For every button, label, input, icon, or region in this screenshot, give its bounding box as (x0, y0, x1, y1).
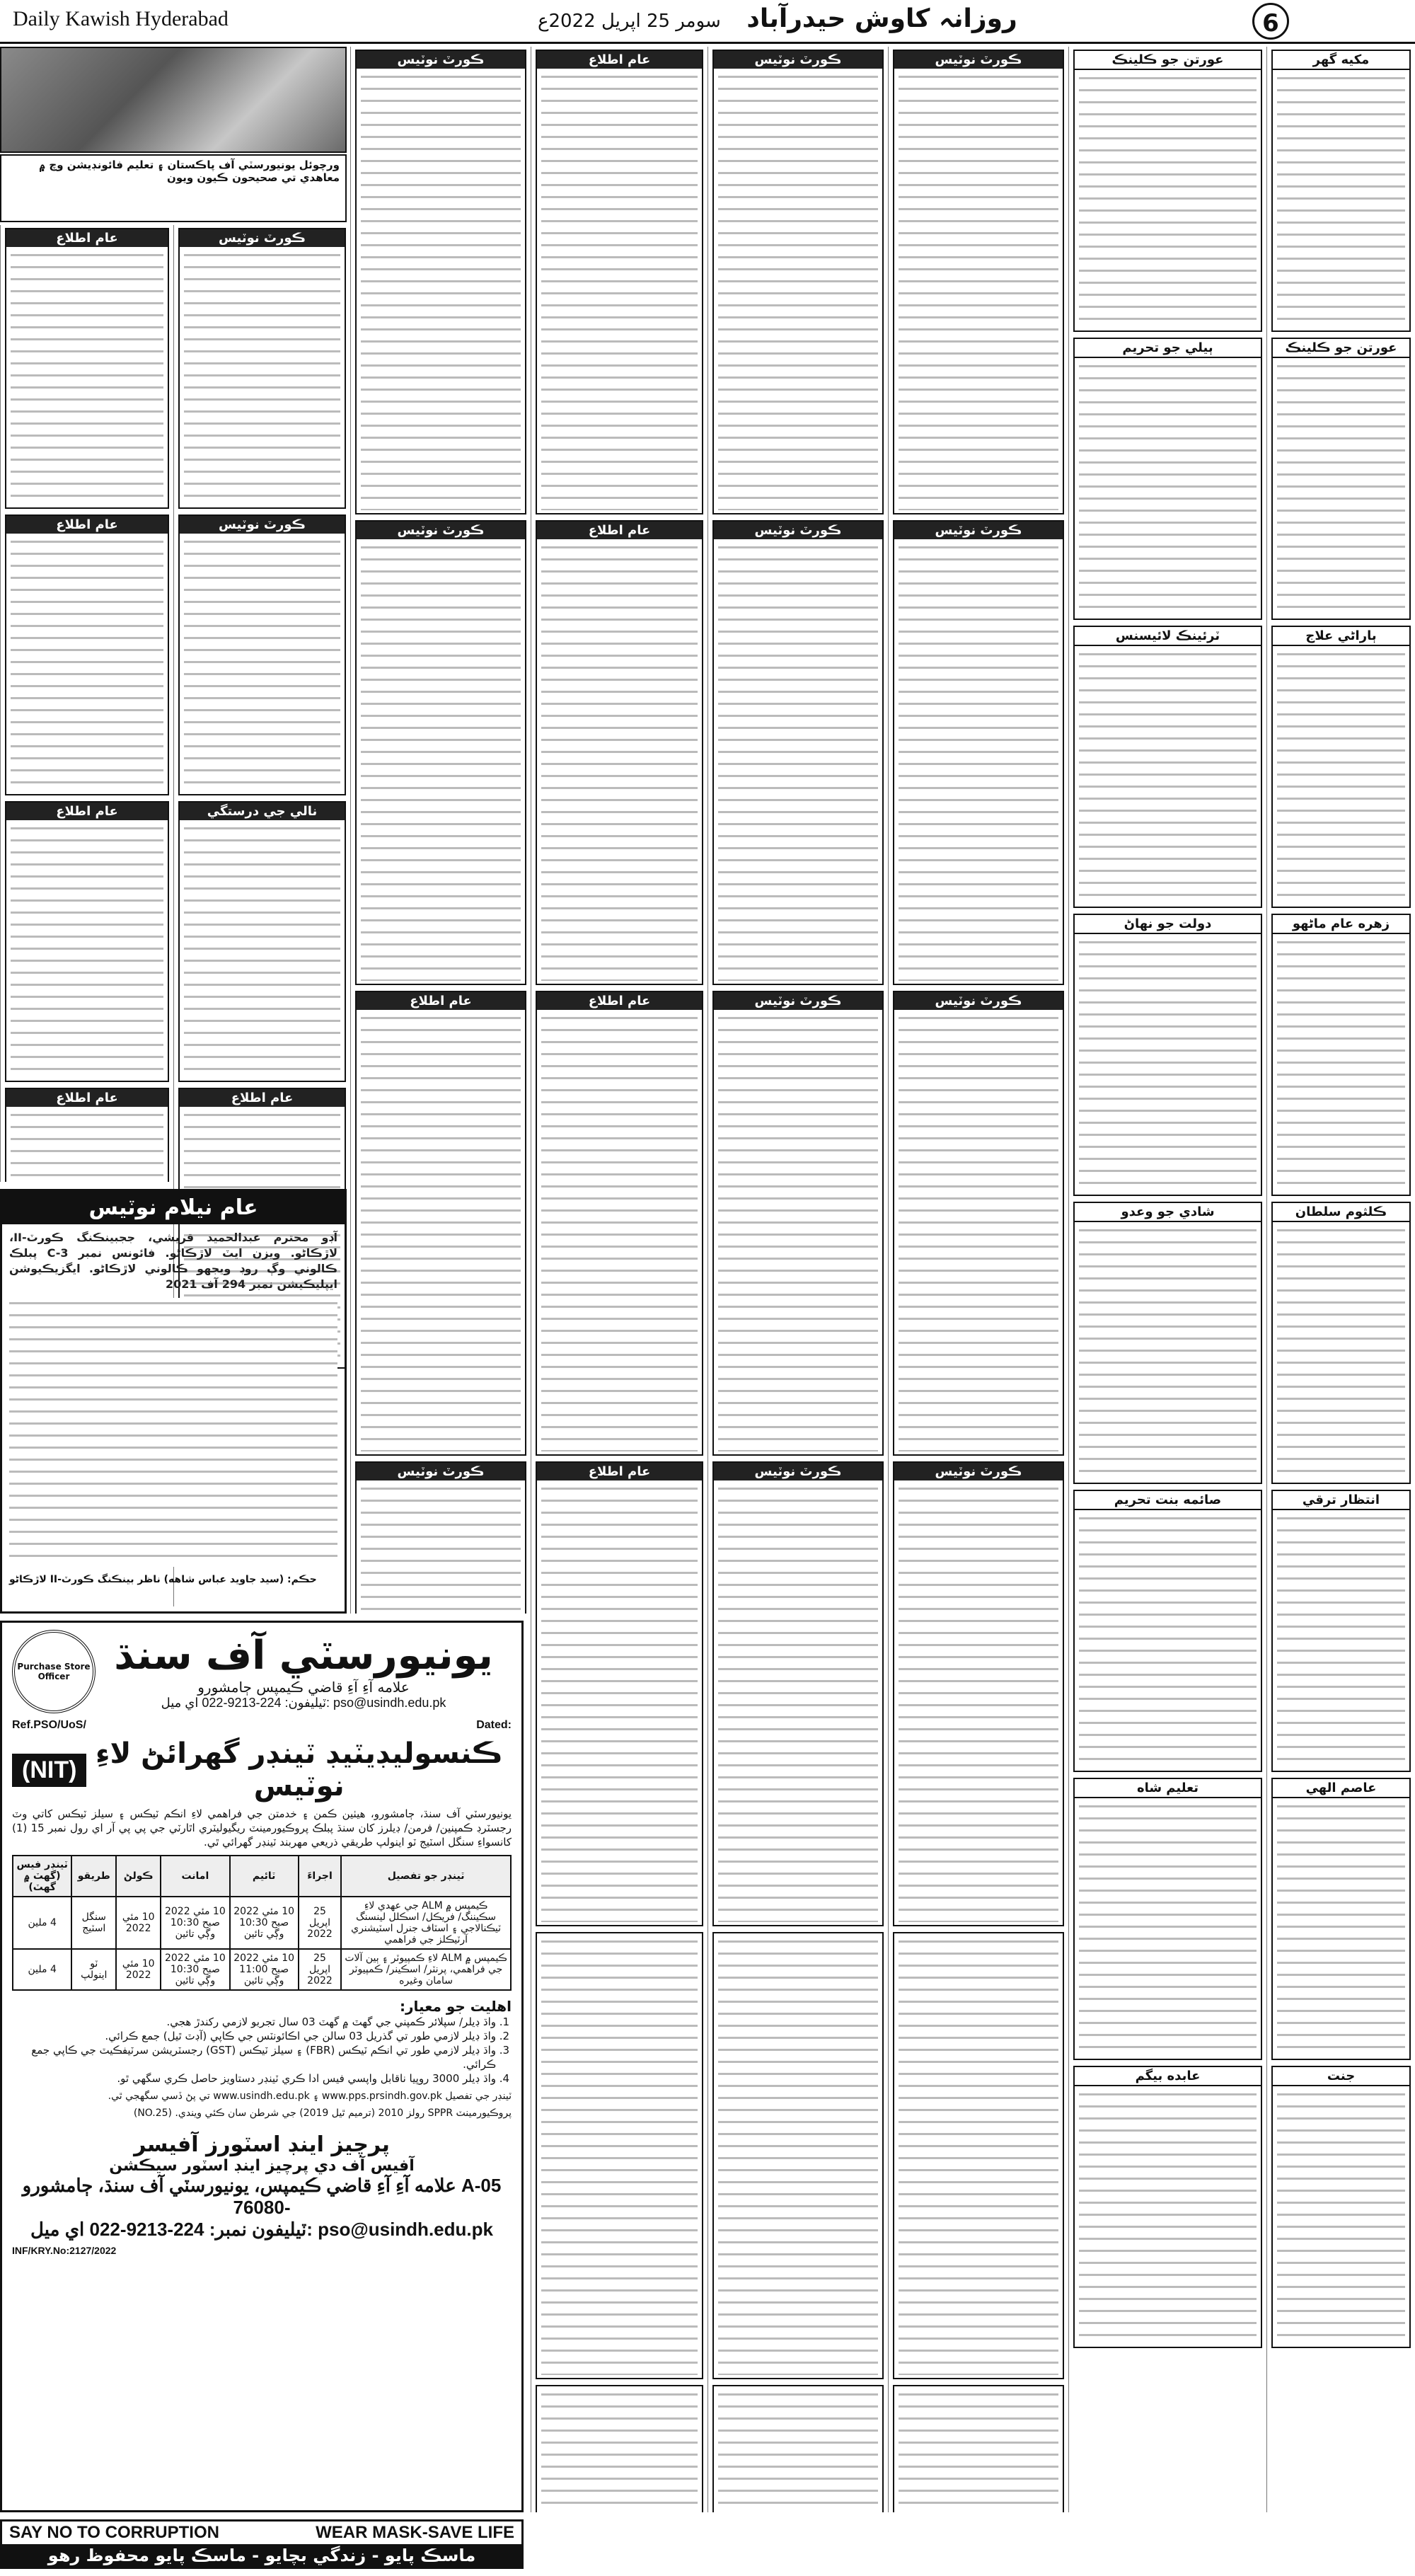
table-cell: 10 مئي 2022 صبح 10:30 وڳي تائين (230, 1897, 299, 1949)
notice-box (1271, 338, 1411, 620)
notice-text (899, 1936, 1058, 2375)
notice-box (893, 1932, 1064, 2379)
university-campus: علامه آءِ آءِ قاضي ڪيمپس ڄامشورو (197, 1679, 410, 1696)
table-cell: 10 مئي 2022 صبح 10:30 وڳي تائين (161, 1949, 229, 1990)
notice-text (361, 1483, 521, 1614)
notice-heading: عام اطلاع (537, 51, 702, 69)
notice-box (1271, 626, 1411, 908)
notice-box (1271, 2066, 1411, 2348)
notice-text (11, 823, 163, 1078)
table-cell: 4 ملين (13, 1949, 71, 1990)
column-4 (708, 47, 888, 2512)
notice-text (1079, 361, 1257, 616)
notice-text (184, 536, 340, 791)
office-name: آفيس آف دي پرچيز اينڊ اسٽور سيڪشن (109, 2157, 415, 2175)
table-cell: ڪيمپس ۾ ALM جي عهدي لاءِ سڪيننگ/ فريڪل/ اسڪلل لينسنگ ٽيڪنالاجي ۽ اسٽاف جنرل اسٽيشنري آرٽيڪلز جي فراهمي (341, 1897, 511, 1949)
notice-text (1079, 649, 1257, 904)
dated-label: Dated: (476, 1719, 512, 1731)
notice-text (1079, 2089, 1257, 2344)
notice-heading: نالي جي درستگي (180, 803, 345, 820)
notice-box (536, 1932, 703, 2379)
notice-heading: شادي جو وعدو (1075, 1203, 1261, 1222)
notice-text (899, 542, 1058, 981)
notice-box (712, 50, 884, 514)
mask-text: WEAR MASK-SAVE LIFE (316, 2523, 514, 2542)
notice-box (1073, 2066, 1262, 2348)
notice-box (536, 991, 703, 1456)
notice-box (1271, 1778, 1411, 2060)
nit-badge: (NIT) (12, 1754, 86, 1787)
notice-box (5, 514, 169, 795)
reference-number: Ref.PSO/UoS/ (12, 1719, 86, 1731)
table-cell: ٽو اينولپ (71, 1949, 116, 1990)
notice-box (712, 1932, 884, 2379)
notice-heading: دولت جو نهاڻ (1075, 915, 1261, 934)
eligibility-item: 3. واڌ ڊيلر لازمي طور تي انڪم ٽيڪس (FBR) ۽ سيلز ٽيڪس (GST) رجسٽريشن سرٽيفڪيٽ جي ڪاپي جمع ڪرائي. (12, 2043, 496, 2071)
notice-text (1079, 937, 1257, 1192)
paper-name-english: Daily Kawish Hyderabad (13, 7, 229, 30)
notice-box (893, 2385, 1064, 2512)
notice-box (178, 228, 346, 509)
office-email: pso@usindh.edu.pk (318, 2219, 493, 2240)
mask-slogan: ماسڪ پايو - زندگي بچايو - ماسڪ پايو محفوظ رهو (2, 2544, 521, 2567)
notice-text (718, 1936, 878, 2375)
notice-text (11, 1110, 163, 1182)
eligibility-item: 1. واڌ ڊيلر/ سپلائر ڪمپني جي گهٽ ۾ گهٽ 03 سال تجربو لازمي رکندڙ هجي. (12, 2015, 496, 2029)
notice-heading: جنت (1273, 2067, 1409, 2086)
table-header: ڪولڻ (116, 1856, 161, 1897)
notice-box (355, 520, 526, 985)
notice-heading: تعليم شاه (1075, 1779, 1261, 1798)
notice-heading: ڪورٽ نوٽيس (894, 51, 1063, 69)
notice-text (541, 1936, 698, 2375)
notice-heading: ڪورٽ نوٽيس (894, 1463, 1063, 1480)
notice-text (361, 71, 521, 510)
table-row (13, 1949, 511, 1990)
notice-text (361, 542, 521, 981)
notice-text (541, 71, 698, 510)
notice-box (536, 1461, 703, 1926)
auction-signature: حڪم: (سيد جاويد عباس شاهه) ناظر بينڪنگ ڪورٽ-II لاڙڪاڻو (9, 1574, 317, 1585)
notice-box (1271, 1202, 1411, 1484)
notice-text (1277, 361, 1405, 616)
column-5 (531, 47, 708, 2512)
notice-text (1277, 937, 1405, 1192)
notice-box (355, 50, 526, 514)
tender-websites: ٽينڊر جي تفصيل www.pps.prsindh.gov.pk ۽ www.usindh.edu.pk تي پڻ ڏسي سگهجي ٿي. (108, 2091, 512, 2102)
photo-caption: ورچوئل يونيورسٽي آف پاڪستان ۽ تعليم فائونڊيشن وچ ۾ معاهدي تي صحيحون ڪيون ويون (0, 154, 347, 222)
inf-number: INF/KRY.No:2127/2022 (12, 2245, 117, 2256)
notice-box (536, 2385, 703, 2512)
notice-text (541, 1483, 698, 1922)
notice-heading: زهره عام ماڻهو (1273, 915, 1409, 934)
notice-heading: ڪورٽ نوٽيس (357, 522, 525, 539)
table-header: ٽينڊر فيس (گهٽ ۾ گهٽ) (13, 1856, 71, 1897)
notice-box (893, 50, 1064, 514)
table-header: اجراءَ (299, 1856, 341, 1897)
notice-box (712, 2385, 884, 2512)
notice-heading: انتظار ترقي (1273, 1491, 1409, 1510)
notice-text (899, 71, 1058, 510)
notice-text (1277, 1801, 1405, 2056)
nit-title: ڪنسوليڊيٽيڊ ٽينڊر گهرائڻ لاءِ نوٽيس (96, 1737, 503, 1802)
notice-text (718, 1483, 878, 1922)
notice-heading: ڪورٽ نوٽيس (894, 992, 1063, 1010)
notice-box (355, 991, 526, 1456)
notice-text (11, 250, 163, 505)
notice-heading: عام اطلاع (180, 1089, 345, 1107)
notice-heading: مکيه گهر (1273, 51, 1409, 70)
table-header: امانت (161, 1856, 229, 1897)
notice-box (1271, 1490, 1411, 1772)
notice-box (893, 520, 1064, 985)
table-cell: ڪيمپس ۾ ALM لاءِ ڪمپيوٽر ۽ ٻين آلات جي فراهمي، پرنٽر/ اسڪينر/ ڪمپيوٽر سامان وغيره (341, 1949, 511, 1990)
tender-intro: يونيورسٽي آف سنڌ، ڄامشورو، هيٺين ڪمن ۽ خدمتن جي فراهمي لاءِ انڪم ٽيڪس ۽ سيلز ٽيڪس کاتي وٽ رجسٽرڊ ڪمپنين/ فرمن/ ڊيلرز کان سنڌ پبلڪ پروڪيورمينٽ ريگيوليٽري اٿارٽي جي پي پي آر اي رول نمبر 15 (1) کانسواءِ سنگل اسٽيج ٽو اينولپ طريقي ذريعي مهربند ٽينڊر گهرائي ٿي. (12, 1807, 512, 1848)
notice-text (1277, 2089, 1405, 2344)
notice-box (893, 1461, 1064, 1926)
notice-heading: ڪورٽ نوٽيس (714, 51, 882, 69)
auction-title: عام نيلام نوٽيس (2, 1191, 345, 1224)
notice-heading: ڪورٽ نوٽيس (714, 1463, 882, 1480)
paper-name-sindhi (538, 4, 1017, 33)
notice-box (1073, 338, 1262, 620)
notice-text (184, 823, 340, 1078)
notice-heading: صائمه بنت تحريم (1075, 1491, 1261, 1510)
notice-text (1079, 1801, 1257, 2056)
notice-box (5, 1088, 169, 1182)
notice-heading: ڪورٽ نوٽيس (180, 229, 345, 247)
issue-date: سومر 25 اپریل 2022ع (538, 11, 721, 32)
notice-box (536, 520, 703, 985)
table-header: ٽائيم (230, 1856, 299, 1897)
column-1 (1266, 47, 1415, 2512)
eligibility-item: 2. واڌ ڊيلر لازمي طور تي گذريل 03 سالن جي اڪائونٽس جي ڪاپي (آڊٽ ٿيل) جمع ڪرائي. (12, 2029, 496, 2043)
eligibility-title: اهليت جو معيار: (400, 1998, 512, 2015)
notice-heading: ڪورٽ نوٽيس (357, 1463, 525, 1480)
notice-text (541, 2389, 698, 2512)
column-3 (888, 47, 1068, 2512)
auction-text (9, 1298, 337, 1567)
table-cell: سنگل اسٽيج (71, 1897, 116, 1949)
notice-heading: ڪورٽ نوٽيس (180, 516, 345, 534)
table-row (13, 1897, 511, 1949)
table-header: طريقو (71, 1856, 116, 1897)
eligibility-item: 4. واڌ ڊيلر 3000 روپيا ناقابل واپسي فيس ادا ڪري ٽينڊر دستاويز حاصل ڪري سگهي ٿو. (12, 2071, 496, 2086)
notice-heading: عام اطلاع (6, 516, 168, 534)
notice-box (1073, 50, 1262, 332)
notice-text (1277, 1225, 1405, 1480)
table-cell: 4 ملين (13, 1897, 71, 1949)
notice-box (178, 801, 346, 1082)
table-cell: 10 مئي 2022 صبح 11:00 وڳي تائين (230, 1949, 299, 1990)
seal-caption: Purchase Store Officer (17, 1662, 91, 1681)
notice-heading: ڪلثوم سلطان (1273, 1203, 1409, 1222)
notice-box (1073, 626, 1262, 908)
notice-box (355, 1461, 526, 1614)
notice-box (1073, 1778, 1262, 2060)
notice-text (11, 536, 163, 791)
table-header: ٽينڊر جو تفصيل (341, 1856, 511, 1897)
notice-heading: عام اطلاع (537, 1463, 702, 1480)
notice-text (1277, 1513, 1405, 1768)
notice-box (1073, 1490, 1262, 1772)
tender-table (12, 1855, 512, 1991)
notice-box (1073, 914, 1262, 1196)
auction-notice (0, 1189, 347, 1614)
notice-text (718, 2389, 878, 2512)
notice-heading: ٻاراڻي علاج (1273, 627, 1409, 646)
table-cell: 25 اپريل 2022 (299, 1897, 341, 1949)
column-8 (0, 225, 173, 1182)
notice-box (893, 991, 1064, 1456)
auction-body: آڊو محترم عبدالحميد قريشي، ججبينڪنگ ڪورٽ-II، لاڙڪاڻو. ويزن ايٽ لاڙڪاڻو. فائونس نمبر C-3 پبلڪ ڪالوني وڳ روڊ ويجهو ڪالوني لاڙڪاڻو. ايگزيڪيوشن ايپليڪيشن نمبر 294 آف 2021 (9, 1231, 337, 1291)
column-2 (1068, 47, 1266, 2512)
column-6 (350, 47, 531, 1614)
page-number: 6 (1252, 3, 1289, 40)
notice-text (1079, 73, 1257, 328)
notice-box (178, 514, 346, 795)
notice-heading: ٽرئينڪ لائيسنس (1075, 627, 1261, 646)
awareness-banner (0, 2519, 524, 2569)
notice-heading: عام اطلاع (6, 1089, 168, 1107)
table-cell: 25 اپريل 2022 (299, 1949, 341, 1990)
notice-box (536, 50, 703, 514)
office-address: A-05 علامه آءِ آءِ قاضي ڪيمپس، يونيورسٽي آف سنڌ، ڄامشورو -76080 (22, 2175, 502, 2218)
notice-text (1277, 649, 1405, 904)
notice-heading: عاصم الهي (1273, 1779, 1409, 1798)
notice-heading: ٻيلي جو تحريم (1075, 339, 1261, 358)
notice-text (899, 1013, 1058, 1451)
table-cell: 10 مئي 2022 (116, 1897, 161, 1949)
notice-box (1271, 914, 1411, 1196)
notice-text (184, 250, 340, 505)
notice-heading: عام اطلاع (537, 522, 702, 539)
notice-box (712, 520, 884, 985)
notice-text (1277, 73, 1405, 328)
notice-text (899, 2389, 1058, 2512)
notice-box (712, 991, 884, 1456)
notice-box (1271, 50, 1411, 332)
officer-title: پرچيز اينڊ اسٽورز آفيسر (134, 2132, 390, 2157)
notice-box (5, 801, 169, 1082)
notice-heading: عورتن جو ڪلينڪ (1075, 51, 1261, 70)
notice-heading: عام اطلاع (6, 803, 168, 820)
notice-heading: عورتن جو ڪلينڪ (1273, 339, 1409, 358)
notice-heading: ڪورٽ نوٽيس (894, 522, 1063, 539)
notice-text (361, 1013, 521, 1451)
notice-heading: ڪورٽ نوٽيس (357, 51, 525, 69)
notice-box (1073, 1202, 1262, 1484)
notice-text (1079, 1225, 1257, 1480)
notice-text (541, 542, 698, 981)
university-contact: ٽيليفون: 224-9213-022 اي ميل: pso@usindh.edu.pk (161, 1696, 446, 1710)
notice-text (718, 1013, 878, 1451)
notice-heading: عام اطلاع (357, 992, 525, 1010)
table-cell: 10 مئي 2022 (116, 1949, 161, 1990)
office-phone: ٽيليفون نمبر: 224-9213-022 اي ميل: (30, 2219, 313, 2240)
university-tender-ad (0, 1621, 524, 2512)
eligibility-list (12, 2015, 512, 2086)
university-seal (12, 1630, 96, 1713)
notice-heading: عابده بيگم (1075, 2067, 1261, 2086)
paper-title: روزانہ کاوش حیدرآباد (746, 4, 1017, 33)
notice-box (712, 1461, 884, 1926)
notice-text (718, 542, 878, 981)
table-cell: 10 مئي 2022 صبح 10:30 وڳي تائين (161, 1897, 229, 1949)
notice-heading: عام اطلاع (6, 229, 168, 247)
notice-text (541, 1013, 698, 1451)
notice-text (718, 71, 878, 510)
notice-text (899, 1483, 1058, 1922)
notice-box (5, 228, 169, 509)
notice-text (1079, 1513, 1257, 1768)
office-contact (12, 2219, 512, 2241)
anti-corruption-text: SAY NO TO CORRUPTION (9, 2523, 219, 2542)
sppra-rules: پروڪيورمينٽ SPPR رولز 2010 (ترميم ٿيل 2019) جي شرطن سان ڪئي ويندي. (NO.25) (133, 2108, 512, 2119)
notice-heading: ڪورٽ نوٽيس (714, 992, 882, 1010)
news-photo (0, 47, 347, 153)
notice-heading: ڪورٽ نوٽيس (714, 522, 882, 539)
university-name: يونيورسٽي آف سنڌ (114, 1633, 493, 1679)
notice-heading: عام اطلاع (537, 992, 702, 1010)
